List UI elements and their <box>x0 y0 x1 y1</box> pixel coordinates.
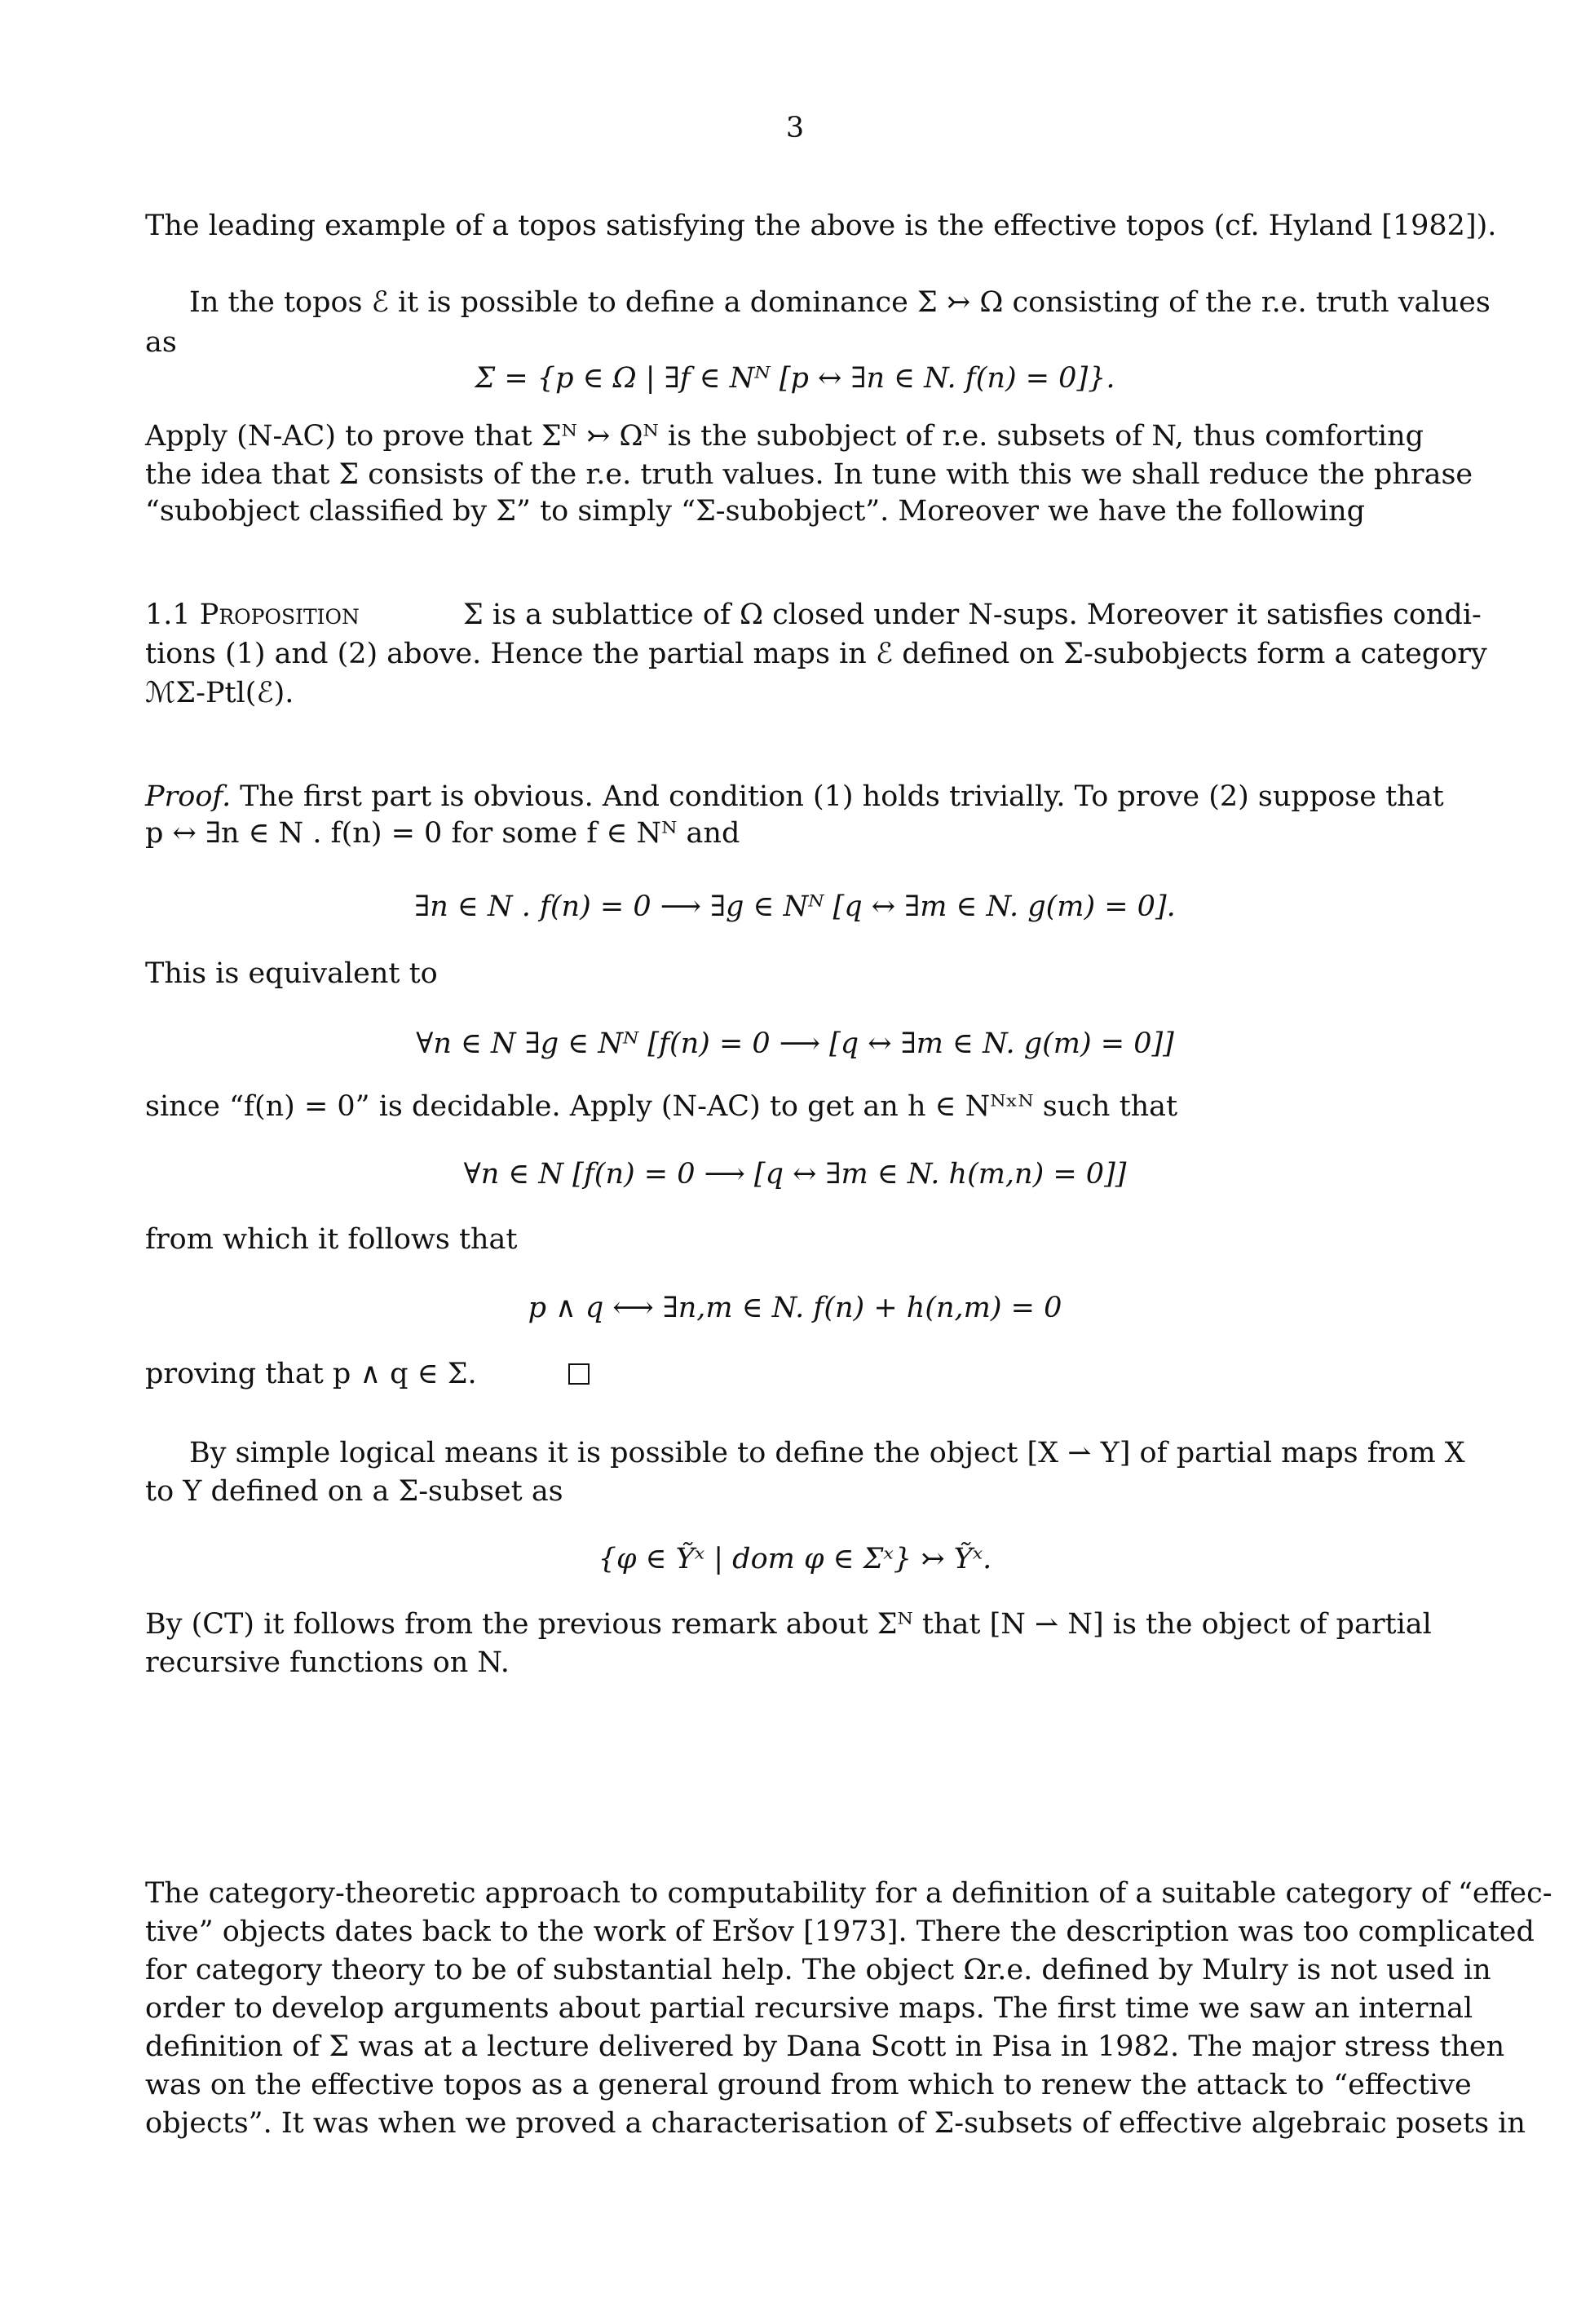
text-line-27: tive” objects dates back to the work of Eršov [1973]. There the description was too complicated <box>145 1915 1535 1948</box>
display-equation-1: ∃n ∈ N . f(n) = 0 ⟶ ∃g ∈ Nᴺ [q ↔ ∃m ∈ N. g(m) = 0]. <box>414 890 1176 923</box>
text-line-6: the idea that Σ consists of the r.e. truth values. In tune with this we shall reduce the phrase <box>145 458 1473 491</box>
proposition-label: 1.1 Proposition <box>145 599 360 631</box>
display-equation-5: {φ ∈ Ỹˣ | dom φ ∈ Σˣ} ↣ Ỹˣ. <box>598 1543 992 1575</box>
proof-text-6: proving that p ∧ q ∈ Σ. <box>145 1358 477 1390</box>
proof-text-3: This is equivalent to <box>145 957 438 990</box>
text-line-29: order to develop arguments about partial recursive maps. The first time we saw an internal <box>145 1992 1473 2025</box>
text-line-26: The category-theoretic approach to computability for a definition of a suitable category of “effec- <box>145 1877 1552 1910</box>
text-line-2: In the topos ℰ it is possible to define a dominance Σ ↣ Ω consisting of the r.e. truth values <box>189 286 1491 319</box>
proposition-text-2: tions (1) and (2) above. Hence the partial maps in ℰ defined on Σ-subobjects form a category <box>145 638 1487 670</box>
text-line-3: as <box>145 326 177 359</box>
proposition-text-1: Σ is a sublattice of Ω closed under N-sups. Moreover it satisfies condi- <box>463 599 1482 631</box>
display-equation-2: ∀n ∈ N ∃g ∈ Nᴺ [f(n) = 0 ⟶ [q ↔ ∃m ∈ N. g(m) = 0]] <box>416 1027 1174 1060</box>
text-line-24: By (CT) it follows from the previous remark about Σᴺ that [N ⇀ N] is the object of partial <box>145 1608 1432 1641</box>
proof-text-1: The first part is obvious. And condition (1) holds trivially. To prove (2) suppose that <box>231 780 1444 813</box>
proof-text-5: from which it follows that <box>145 1223 518 1256</box>
display-equation-sigma: Σ = {p ∈ Ω | ∃f ∈ Nᴺ [p ↔ ∃n ∈ N. f(n) = 0]}. <box>475 362 1115 395</box>
proof-text-4: since “f(n) = 0” is decidable. Apply (N-AC) to get an h ∈ Nᴺˣᴺ such that <box>145 1090 1178 1123</box>
text-line-32: objects”. It was when we proved a characterisation of Σ-subsets of effective algebraic posets in <box>145 2107 1526 2140</box>
text-line-31: was on the effective topos as a general ground from which to renew the attack to “effective <box>145 2069 1472 2101</box>
proposition-text-3: ℳΣ-Ptl(ℰ). <box>145 677 294 709</box>
proof-text-2: p ↔ ∃n ∈ N . f(n) = 0 for some f ∈ Nᴺ and <box>145 817 740 850</box>
text-line-5: Apply (N-AC) to prove that Σᴺ ↣ Ωᴺ is the subobject of r.e. subsets of N, thus comforting <box>145 420 1424 453</box>
text-line-28: for category theory to be of substantial help. The object Ωr.e. defined by Mulry is not used in <box>145 1954 1491 1986</box>
qed-square-icon <box>568 1363 590 1385</box>
display-equation-3: ∀n ∈ N [f(n) = 0 ⟶ [q ↔ ∃m ∈ N. h(m,n) = 0]] <box>463 1158 1127 1191</box>
proof-label: Proof. <box>145 780 232 813</box>
text-line-22: to Y defined on a Σ-subset as <box>145 1475 563 1508</box>
text-line-1: The leading example of a topos satisfying the above is the effective topos (cf. Hyland [1982]). <box>145 210 1497 242</box>
text-line-21: By simple logical means it is possible to define the object [X ⇀ Y] of partial maps from X <box>189 1437 1465 1469</box>
page-number: 3 <box>785 112 805 144</box>
display-equation-4: p ∧ q ⟷ ∃n,m ∈ N. f(n) + h(n,m) = 0 <box>528 1292 1062 1324</box>
text-line-30: definition of Σ was at a lecture delivered by Dana Scott in Pisa in 1982. The major stress then <box>145 2030 1505 2063</box>
text-line-7: “subobject classified by Σ” to simply “Σ-subobject”. Moreover we have the following <box>145 495 1366 528</box>
text-line-25: recursive functions on N. <box>145 1646 510 1679</box>
